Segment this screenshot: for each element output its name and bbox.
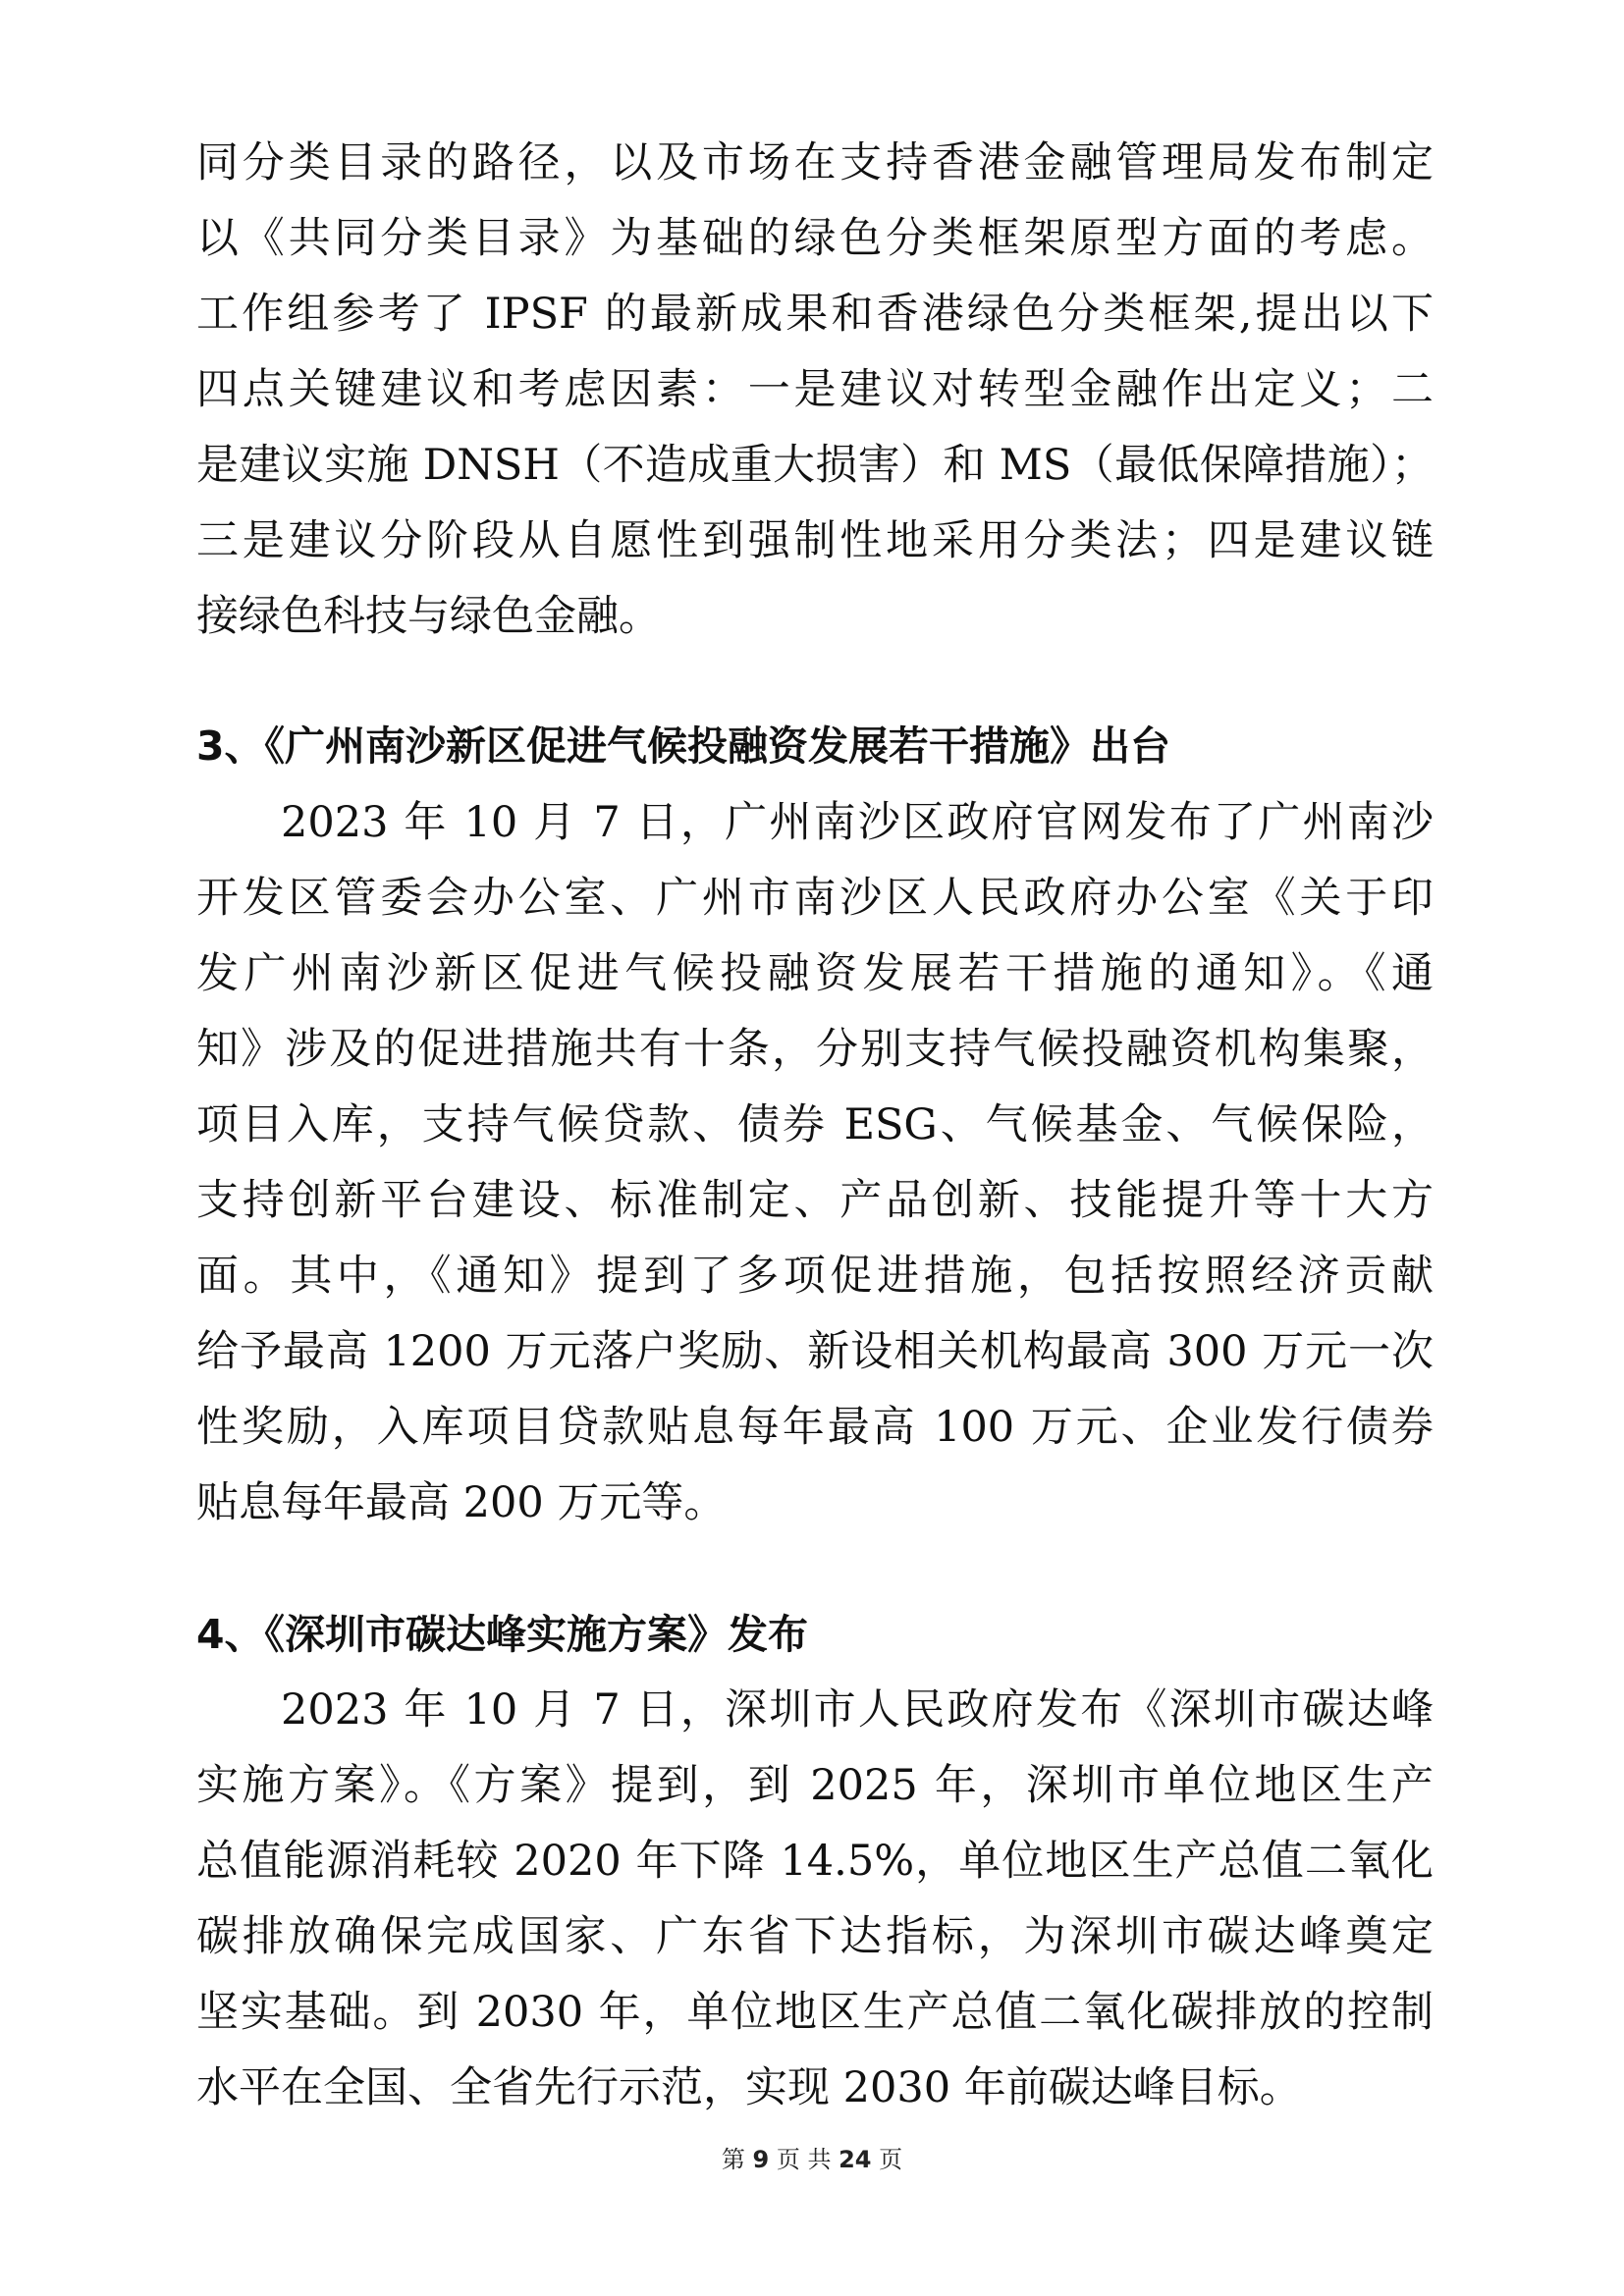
paragraph-line: 接绿色科技与绿色金融。 [196,592,661,641]
paragraph-line: 三是建议分阶段从自愿性到强制性地采用分类法；四是建议链 [196,516,1434,565]
paragraph-line: 同分类目录的路径，以及市场在支持香港金融管理局发布制定 [196,138,1434,187]
paragraph-line: 是建议实施 DNSH（不造成重大损害）和 MS（最低保障措施）； [196,441,1434,490]
paragraph-line: 四点关键建议和考虑因素：一是建议对转型金融作出定义；二 [196,365,1434,414]
paragraph-line: 开发区管委会办公室、广州市南沙区人民政府办公室《关于印 [196,874,1434,923]
paragraph-line: 总值能源消耗较 2020 年下降 14.5%，单位地区生产总值二氧化 [196,1837,1434,1886]
paragraph-line: 2023 年 10 月 7 日，深圳市人民政府发布《深圳市碳达峰 [281,1685,1434,1735]
paragraph-line: 支持创新平台建设、标准制定、产品创新、技能提升等十大方 [196,1176,1434,1225]
section-4-heading: 4、《深圳市碳达峰实施方案》发布 [196,1611,809,1658]
page-footer [0,2140,1624,2179]
paragraph-line: 贴息每年最高 200 万元等。 [196,1478,727,1527]
total-pages-number: 24 [839,2146,872,2173]
paragraph-line: 2023 年 10 月 7 日，广州南沙区政府官网发布了广州南沙 [281,798,1434,847]
paragraph-line: 实施方案》。《方案》提到，到 2025 年，深圳市单位地区生产 [196,1761,1434,1810]
footer-middle: 页 共 [776,2146,832,2173]
paragraph-line: 水平在全国、全省先行示范，实现 2030 年前碳达峰目标。 [196,2063,1302,2112]
paragraph-line: 发广州南沙新区促进气候投融资发展若干措施的通知》。《通 [196,949,1434,998]
section-3-heading: 3、《广州南沙新区促进气候投融资发展若干措施》出台 [196,722,1171,770]
paragraph-line: 以《共同分类目录》为基础的绿色分类框架原型方面的考虑。 [196,214,1434,263]
footer-suffix: 页 [879,2146,903,2173]
paragraph-line: 知》涉及的促进措施共有十条，分别支持气候投融资机构集聚， [196,1025,1434,1074]
paragraph-line: 工作组参考了 IPSF 的最新成果和香港绿色分类框架,提出以下 [196,290,1434,339]
paragraph-line: 坚实基础。到 2030 年，单位地区生产总值二氧化碳排放的控制 [196,1988,1434,2037]
footer-prefix: 第 [721,2146,745,2173]
current-page-number: 9 [752,2146,770,2173]
paragraph-line: 性奖励，入库项目贷款贴息每年最高 100 万元、企业发行债券 [196,1403,1434,1452]
paragraph-line: 给予最高 1200 万元落户奖励、新设相关机构最高 300 万元一次 [196,1327,1434,1376]
paragraph-line: 项目入库，支持气候贷款、债券 ESG、气候基金、气候保险， [196,1100,1434,1149]
paragraph-line: 碳排放确保完成国家、广东省下达指标，为深圳市碳达峰奠定 [196,1912,1434,1961]
paragraph-line: 面。其中，《通知》提到了多项促进措施，包括按照经济贡献 [196,1252,1434,1301]
